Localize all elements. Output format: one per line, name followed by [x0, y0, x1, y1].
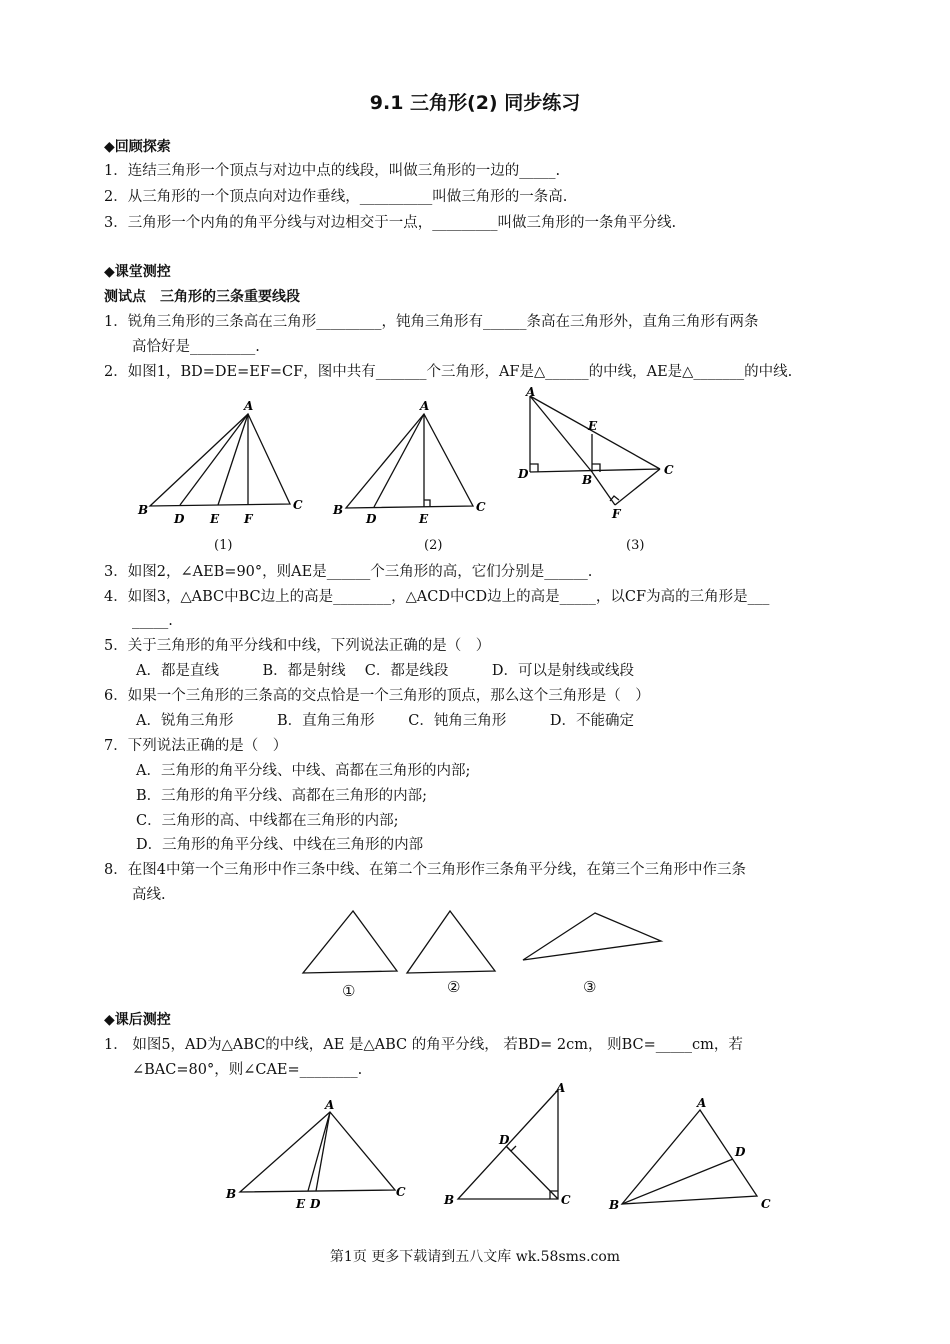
class-q3: 3．如图2，∠AEB=90°，则AE是______个三角形的高，它们分别是______. [104, 564, 593, 580]
fig1-label-e: E [210, 512, 220, 526]
fig5b-label-c: C [561, 1193, 571, 1207]
figure-5a [220, 1092, 415, 1212]
fig5a-label-b: B [226, 1187, 237, 1201]
class-q2: 2．如图1，BD=DE=EF=CF，图中共有_______个三角形，AF是△______的中线，AE是△_______的中线. [104, 364, 793, 380]
fig3-label-b: B [582, 473, 593, 487]
page-title: 9.1 三角形(2) 同步练习 [369, 92, 581, 114]
fig5c-label-a: A [697, 1096, 707, 1110]
fig5c-label-b: B [609, 1198, 620, 1212]
fig5b-label-a: A [556, 1081, 566, 1095]
fig4-caption-3: ③ [583, 978, 597, 996]
figure-3 [512, 384, 687, 524]
fig4-triangle-3 [523, 913, 661, 960]
class-q4-line1: 4．如图3，△ABC中BC边上的高是________，△ACD中CD边上的高是_____，以CF为高的三角形是___ [104, 589, 770, 605]
fig2-label-d: D [366, 512, 377, 526]
class-q7: 7．下列说法正确的是（ ） [104, 738, 288, 754]
fig4-triangle-1 [303, 911, 397, 973]
fig4-caption-2: ② [447, 978, 461, 996]
fig3-label-e: E [588, 419, 598, 433]
figure-2 [328, 392, 498, 527]
fig4-caption-1: ① [342, 982, 356, 1000]
fig1-caption: (1) [214, 538, 233, 553]
fig2-label-b: B [333, 503, 344, 517]
review-heading: ◆回顾探索 [104, 139, 171, 155]
fig3-label-c: C [664, 463, 674, 477]
fig5a-label-c: C [396, 1185, 406, 1199]
classroom-heading: ◆课堂测控 [104, 264, 171, 280]
fig4-triangle-2 [407, 911, 495, 973]
fig5a-label-e: E [296, 1197, 306, 1211]
figure-5c [605, 1092, 780, 1222]
class-q7-option-a: A．三角形的角平分线、中线、高都在三角形的内部; [136, 763, 471, 779]
class-q5: 5．关于三角形的角平分线和中线，下列说法正确的是（ ） [104, 638, 491, 654]
fig5a-label-d: D [310, 1197, 321, 1211]
fig2-label-c: C [476, 500, 486, 514]
fig5b-label-d: D [499, 1133, 510, 1147]
fig3-caption: (3) [626, 538, 645, 553]
fig1-label-d: D [174, 512, 185, 526]
class-q7-option-c: C．三角形的高、中线都在三角形的内部; [136, 813, 399, 829]
fig3-label-d: D [518, 467, 529, 481]
after-q1-line1: 1． 如图5，AD为△ABC的中线，AE 是△ABC 的角平分线， 若BD= 2cm， 则BC=_____cm，若 [104, 1037, 743, 1053]
class-q8-line2: 高线. [132, 887, 166, 903]
page-footer: 第1页 更多下载请到五八文库 wk.58sms.com [329, 1249, 621, 1265]
class-q4-line2: _____. [132, 613, 173, 629]
test-point-heading: 测试点 三角形的三条重要线段 [104, 289, 300, 305]
fig2-label-e: E [419, 512, 429, 526]
fig1-label-f: F [244, 512, 253, 526]
class-q6: 6．如果一个三角形的三条高的交点恰是一个三角形的顶点，那么这个三角形是（ ） [104, 688, 650, 704]
fig3-label-f: F [612, 507, 621, 521]
review-q3: 3．三角形一个内角的角平分线与对边相交于一点，_________叫做三角形的一条角平分线. [104, 215, 677, 231]
fig2-caption: (2) [424, 538, 443, 553]
fig1-label-c: C [293, 498, 303, 512]
review-q2: 2．从三角形的一个顶点向对边作垂线，__________叫做三角形的一条高. [104, 189, 568, 205]
class-q7-option-b: B．三角形的角平分线、高都在三角形的内部; [136, 788, 428, 804]
figure-5b [440, 1078, 580, 1218]
class-q6-options: A．锐角三角形 B．直角三角形 C．钝角三角形 D．不能确定 [136, 713, 634, 729]
fig1-label-a: A [244, 399, 254, 413]
fig5b-label-b: B [444, 1193, 455, 1207]
review-q1: 1．连结三角形一个顶点与对边中点的线段，叫做三角形的一边的_____. [104, 163, 561, 179]
after-q1-line2: ∠BAC=80°，则∠CAE=________. [132, 1062, 363, 1078]
class-q1-line1: 1．锐角三角形的三条高在三角形_________，钝角三角形有______条高在三角形外，直角三角形有两条 [104, 314, 759, 330]
fig3-label-a: A [526, 385, 536, 399]
fig5c-label-c: C [761, 1197, 771, 1211]
figure-1 [130, 392, 315, 527]
fig1-label-b: B [138, 503, 149, 517]
class-q7-option-d: D．三角形的角平分线、中线在三角形的内部 [136, 837, 424, 853]
class-q1-line2: 高恰好是_________. [132, 339, 260, 355]
fig5a-label-a: A [325, 1098, 335, 1112]
after-heading: ◆课后测控 [104, 1012, 171, 1028]
fig5c-label-d: D [735, 1145, 746, 1159]
fig2-label-a: A [420, 399, 430, 413]
class-q5-options: A．都是直线 B．都是射线 C．都是线段 D．可以是射线或线段 [136, 663, 634, 679]
class-q8-line1: 8．在图4中第一个三角形中作三条中线、在第二个三角形作三条角平分线，在第三个三角形中作三条 [104, 862, 746, 878]
